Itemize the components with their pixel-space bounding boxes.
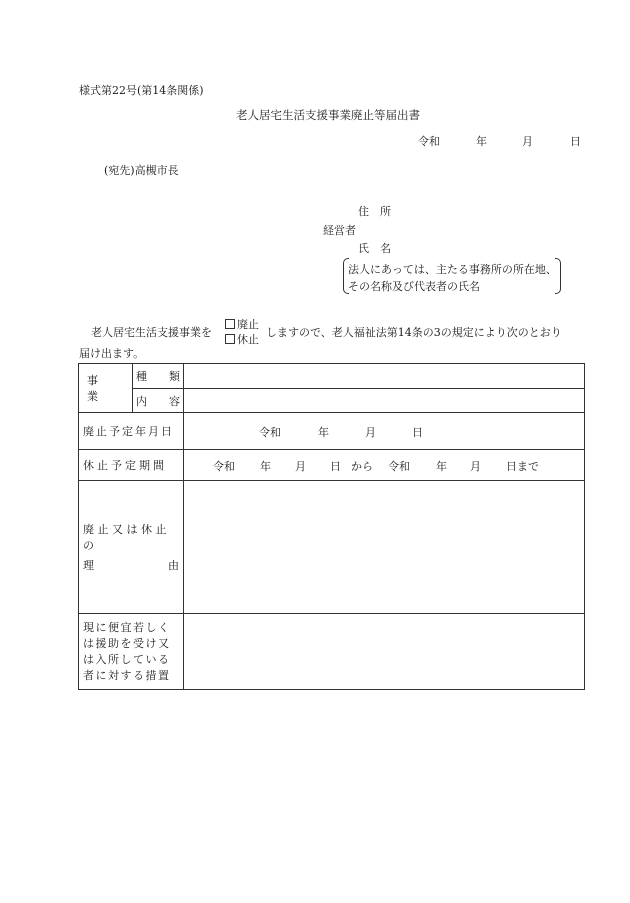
measures-value-cell[interactable] (184, 614, 585, 690)
option-abolish-label: 廃止 (237, 318, 259, 331)
suspend-day1: 日 (330, 460, 341, 473)
date-day: 日 (570, 135, 581, 148)
body-line2: 届け出ます。 (79, 347, 145, 360)
form-number: 様式第22号(第14条関係) (79, 84, 204, 97)
content-label: 内 容 (136, 394, 180, 408)
corporate-note-line1: 法人にあっては、主たる事務所の所在地、 (348, 263, 557, 276)
reason-label-cell (79, 481, 184, 614)
business-label-cell (79, 364, 133, 413)
suspend-until: 日まで (506, 460, 539, 473)
abolish-date-label: 廃止予定年月日 (83, 425, 174, 438)
suspend-era1: 令和 (213, 460, 235, 473)
option-abolish[interactable] (225, 316, 259, 332)
content-value-cell[interactable] (184, 389, 585, 413)
address-label: 住 所 (358, 205, 391, 218)
abolish-date-era: 令和 (259, 426, 281, 439)
date-year: 年 (476, 135, 487, 148)
measures-label: 現に便宜若しくは援助を受け又は入所している者に対する措置 (83, 620, 171, 682)
reason-label-line1: 廃止又は休止の (83, 523, 170, 552)
measures-label-cell (79, 614, 184, 690)
suspend-checkbox[interactable] (225, 334, 235, 344)
suspend-from: から (351, 460, 373, 473)
abolish-date-year: 年 (318, 426, 329, 439)
page-title: 老人居宅生活支援事業廃止等届出書 (236, 108, 420, 122)
content-label-cell (133, 389, 184, 413)
reason-value-cell[interactable] (184, 481, 585, 614)
abolish-date-value-cell[interactable] (184, 413, 585, 450)
corporate-note-bracket (343, 258, 561, 294)
option-suspend[interactable] (225, 331, 259, 347)
operator-label: 経営者 (323, 224, 356, 237)
suspend-period-label-cell (79, 450, 184, 481)
body-suffix: しますので、老人福祉法第14条の3の規定により次のとおり (266, 326, 562, 339)
suspend-era2: 令和 (388, 460, 410, 473)
reason-label-right: 由 (168, 559, 179, 572)
option-suspend-label: 休止 (237, 333, 259, 346)
body-prefix: 老人居宅生活支援事業を (91, 326, 212, 339)
notification-table (78, 363, 585, 690)
type-label: 種 類 (136, 370, 180, 383)
suspend-month2: 月 (470, 460, 481, 473)
suspend-month1: 月 (295, 460, 306, 473)
name-label: 氏 名 (358, 242, 391, 255)
suspend-year2: 年 (436, 460, 447, 473)
corporate-note-line2: その名称及び代表者の氏名 (348, 280, 480, 293)
abolish-date-day: 日 (412, 426, 423, 439)
suspend-period-label: 休止予定期間 (83, 459, 167, 472)
type-value-cell[interactable] (184, 364, 585, 389)
abolish-date-label-cell (79, 413, 184, 450)
suspend-year1: 年 (260, 460, 271, 473)
abolish-date-month: 月 (365, 426, 376, 439)
abolish-checkbox[interactable] (225, 319, 235, 329)
date-era: 令和 (418, 135, 440, 148)
type-label-cell (133, 364, 184, 389)
reason-label-left: 理 (83, 559, 94, 572)
date-month: 月 (522, 135, 533, 148)
addressee: (宛先)高槻市長 (104, 164, 179, 177)
suspend-period-value-cell[interactable] (184, 450, 585, 481)
business-label: 事 業 (87, 374, 120, 403)
